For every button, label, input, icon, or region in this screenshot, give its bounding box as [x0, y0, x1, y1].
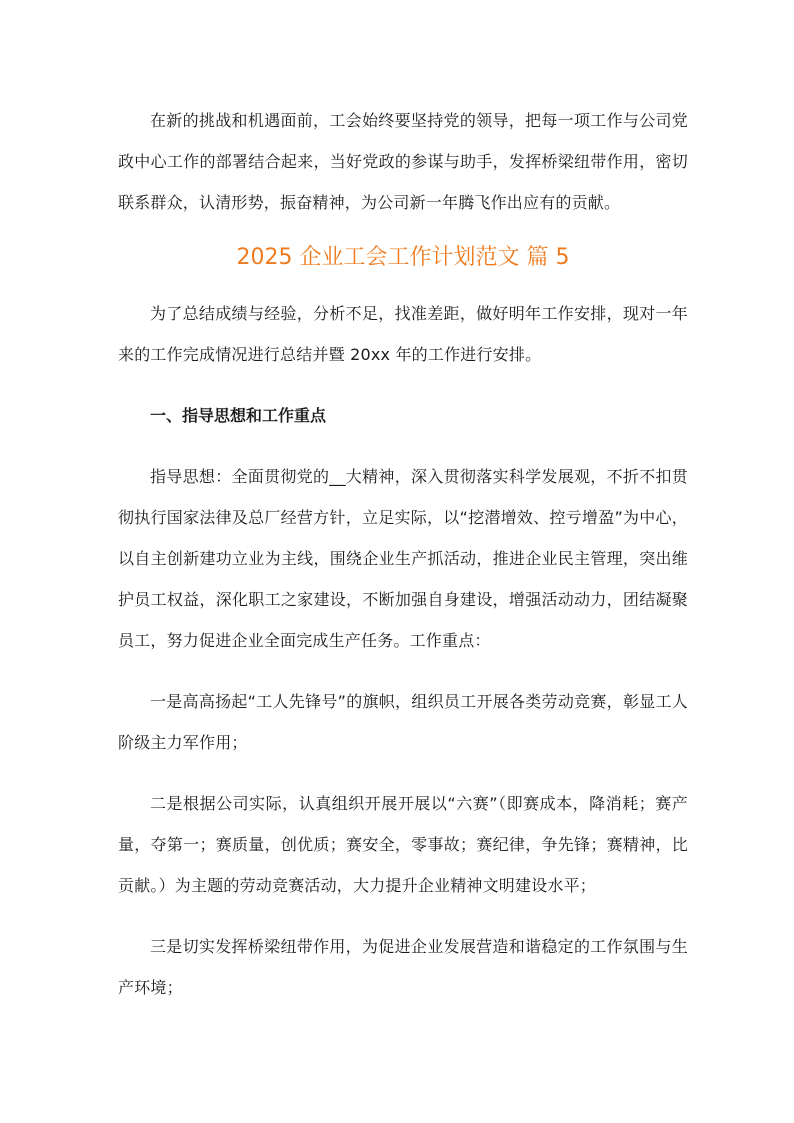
key-point-1-paragraph: 一是高高扬起“工人先锋号”的旗帜，组织员工开展各类劳动竞赛，彰显工人阶级主力军作用；: [118, 692, 688, 752]
intro-paragraph: 在新的挑战和机遇面前，工会始终要坚持党的领导，把每一项工作与公司党政中心工作的部署结合起来，当好党政的参谋与助手，发挥桥梁纽带作用，密切联系群众，认清形势，振奋精神，为公司新一年腾飞作出应有的贡献。: [118, 111, 688, 212]
spacer: [118, 436, 688, 456]
spacer: [118, 280, 688, 293]
spacer: [118, 906, 688, 926]
spacer: [118, 763, 688, 783]
section-heading: 一、指导思想和工作重点: [150, 406, 327, 425]
guiding-thought-paragraph: 指导思想：全面贯彻党的__大精神，深入贯彻落实科学发展观，不折不扣贯彻执行国家法律及总厂经营方针，立足实际，以“挖潜增效、控亏增盈”为中心，以自主创新建功立业为主线，围绕企业生产抓活动，推进企业民主管理，突出维护员工权益，深化职工之家建设，不断加强自身建设，增强活动动力，团结凝聚员工，努力促进企业全面完成生产任务。工作重点：: [118, 467, 688, 650]
document-page: [118, 100, 688, 1008]
spacer: [118, 375, 688, 395]
spacer: [118, 223, 688, 236]
spacer: [118, 661, 688, 681]
summary-paragraph: 为了总结成绩与经验，分析不足，找准差距，做好明年工作安排，现对一年来的工作完成情况进行总结并暨 20xx 年的工作进行安排。: [118, 304, 688, 364]
key-point-3-paragraph: 三是切实发挥桥梁纽带作用，为促进企业发展营造和谐稳定的工作氛围与生产环境；: [118, 937, 688, 997]
section-title: 2025 企业工会工作计划范文 篇 5: [236, 245, 570, 270]
key-point-2-paragraph: 二是根据公司实际，认真组织开展开展以“六赛”（即赛成本，降消耗；赛产量，夺第一；赛质量，创优质；赛安全，零事故；赛纪律，争先锋；赛精神，比贡献。）为主题的劳动竞赛活动，大力提升企业精神文明建设水平；: [118, 794, 688, 895]
